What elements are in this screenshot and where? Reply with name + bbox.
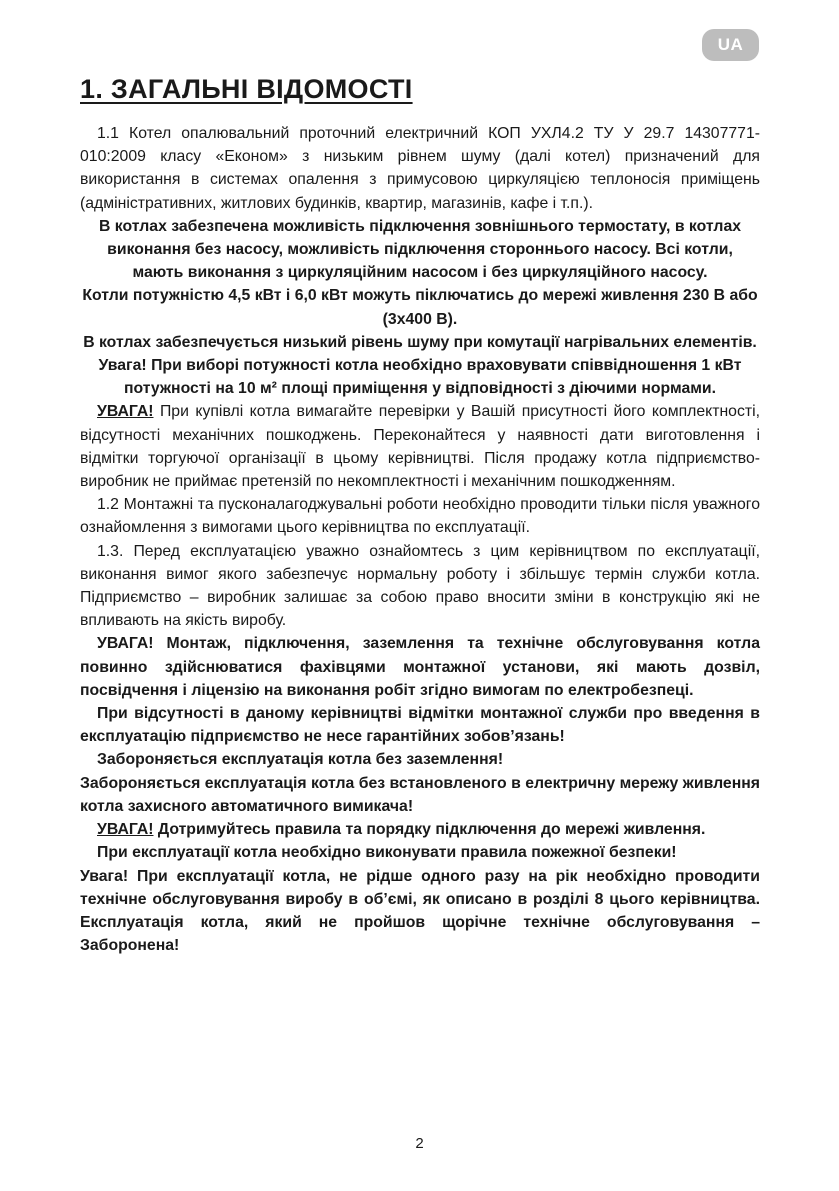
warning-circuit-breaker: Забороняється експлуатація котла без встановленого в електричну мережу живлення котла захисного автоматичного вимикача! <box>80 774 760 815</box>
purchase-warning-text: При купівлі котла вимагайте перевірки у Вашій присутності його комплектності, відсутності механічних пошкоджень. Переконайтеся у наявності дати виготовлення і відмітки торгуючої організації в цьому керівництві. Після продажу котла підприємство-виробник не приймає претензій по некомплектності і механічним пошкодженням. <box>80 403 760 491</box>
notice-power-supply: Котли потужністю 4,5 кВт і 6,0 кВт можуть піключатись до мережі живлення 230 В або (3х400 В). <box>82 287 758 328</box>
page-number: 2 <box>415 1135 424 1152</box>
warning-fire-safety: При експлуатації котла необхідно виконувати правила пожежної безпеки! <box>97 844 677 862</box>
language-badge: UA <box>702 29 759 61</box>
section-title: 1. ЗАГАЛЬНІ ВІДОМОСТІ <box>80 74 413 104</box>
warning-warranty: При відсутності в даному керівництві відмітки монтажної служби про введення в експлуатацію підприємство не несе гарантійних зобов’язань! <box>80 705 760 746</box>
section-body <box>80 122 760 957</box>
paragraph-1-3: 1.3. Перед експлуатацією уважно ознайомтесь з цим керівництвом по експлуатації, виконання вимог якого забезпечує нормальну роботу і збільшує термін служби котла. Підприємство – виробник залишає за собою право вносити зміни в конструкцію які не впливають на якість виробу. <box>80 542 760 630</box>
connection-rules-text: Дотримуйтесь правила та порядку підключення до мережі живлення. <box>153 821 706 839</box>
warning-label: УВАГА! <box>97 403 154 421</box>
warning-installation: УВАГА! Монтаж, підключення, заземлення та технічне обслуговування котла повинно здійснюватися фахівцями монтажної установи, які мають дозвіл, посвідчення і ліцензію на виконання робіт згідно вимогам по електробезпеці. <box>80 635 760 699</box>
warning-label-2: УВАГА! <box>97 821 154 839</box>
warning-connection-rules <box>80 818 760 841</box>
notice-thermostat: В котлах забезпечена можливість підключення зовнішнього термостату, в котлах виконання без насосу, можливість підключення стороннього насосу. Всі котли, мають виконання з циркуляційним насосом і без циркуляційного насосу. <box>98 217 742 282</box>
warning-maintenance: Увага! При експлуатації котла, не рідше одного разу на рік необхідно проводити технічне обслуговування виробу в об’ємі, як описано в розділі 8 цього керівництва. Експлуатація котла, який не пройшов щорічне технічне обслуговування – Заборонена! <box>80 867 760 955</box>
notice-low-noise: В котлах забезпечується низький рівень шуму при комутації нагрівальних елементів. <box>83 333 757 351</box>
warning-grounding: Забороняється експлуатація котла без заземлення! <box>97 751 504 769</box>
paragraph-purchase-warning <box>80 400 760 493</box>
paragraph-1-1: 1.1 Котел опалювальний проточний електричний КОП УХЛ4.2 ТУ У 29.7 14307771-010:2009 класу «Економ» з низьким рівнем шуму (далі котел) призначений для використання в системах опалення з примусовою циркуляцією теплоносія приміщень (адміністративних, житлових будинків, квартир, магазинів, кафе і т.п.). <box>80 125 760 212</box>
paragraph-1-2: 1.2 Монтажні та пусконалагоджувальні роботи необхідно проводити тільки після уважного ознайомлення з вимогами цього керівництва по експлуатації. <box>80 496 760 537</box>
notice-power-selection: Увага! При виборі потужності котла необхідно враховувати співвідношення 1 кВт потужності на 10 м² площі приміщення у відповідності з діючими нормами. <box>98 357 742 398</box>
